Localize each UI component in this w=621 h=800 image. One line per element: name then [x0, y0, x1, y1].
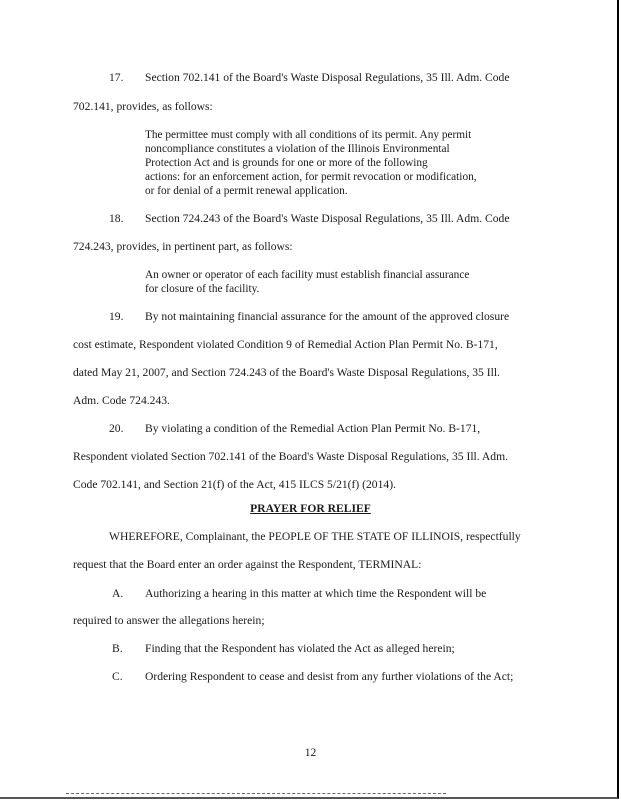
item-text: Ordering Respondent to cease and desist from any further violations of the Act;: [145, 670, 514, 683]
prayer-heading: PRAYER FOR RELIEF: [250, 502, 371, 515]
paragraph-text: Section 702.141 of the Board's Waste Disposal Regulations, 35 Ill. Adm. Code: [145, 71, 510, 84]
quote-line: noncompliance constitutes a violation of the Illinois Environmental: [145, 143, 450, 155]
quote-line: actions: for an enforcement action, for permit revocation or modification,: [145, 171, 477, 183]
paragraph-number: 18.: [109, 212, 124, 225]
paragraph-number: 19.: [109, 310, 124, 323]
paragraph-text: Code 702.141, and Section 21(f) of the Act, 415 ILCS 5/21(f) (2014).: [73, 478, 396, 491]
paragraph-text: By not maintaining financial assurance for the amount of the approved closure: [145, 310, 510, 323]
paragraph-text: cost estimate, Respondent violated Condition 9 of Remedial Action Plan Permit No. B-171,: [73, 338, 498, 351]
quote-line: Protection Act and is grounds for one or more of the following: [145, 157, 428, 169]
paragraph-text: By violating a condition of the Remedial Action Plan Permit No. B-171,: [145, 422, 481, 435]
paragraph-text: Section 724.243 of the Board's Waste Disposal Regulations, 35 Ill. Adm. Code: [145, 212, 510, 225]
paragraph-text: Respondent violated Section 702.141 of the Board's Waste Disposal Regulations, 35 Ill. Adm.: [73, 450, 509, 463]
paragraph-text: Adm. Code 724.243.: [73, 394, 170, 407]
prayer-text: WHEREFORE, Complainant, the PEOPLE OF THE STATE OF ILLINOIS, respectfully: [109, 530, 521, 543]
item-text: required to answer the allegations herein;: [73, 614, 265, 627]
quote-line: for closure of the facility.: [145, 283, 260, 295]
quote-line: or for denial of a permit renewal application.: [145, 185, 348, 197]
quote-line: The permittee must comply with all conditions of its permit. Any permit: [145, 129, 472, 141]
prayer-text: request that the Board enter an order against the Respondent, TERMINAL:: [73, 558, 422, 571]
quote-line: An owner or operator of each facility must establish financial assurance: [145, 269, 470, 281]
bottom-rule: [66, 793, 446, 794]
paragraph-number: 20.: [109, 422, 124, 435]
paragraph-text: dated May 21, 2007, and Section 724.243 of the Board's Waste Disposal Regulations, 35 Ill.: [73, 366, 500, 379]
paragraph-text: 724.243, provides, in pertinent part, as follows:: [73, 240, 293, 253]
item-text: Authorizing a hearing in this matter at which time the Respondent will be: [145, 587, 487, 600]
item-letter: B.: [112, 642, 123, 655]
paragraph-number: 17.: [109, 71, 124, 84]
item-letter: C.: [112, 670, 123, 683]
page-number: 12: [304, 746, 317, 759]
item-text: Finding that the Respondent has violated the Act as alleged herein;: [145, 642, 455, 655]
paragraph-text: 702.141, provides, as follows:: [73, 100, 213, 113]
item-letter: A.: [112, 587, 124, 600]
